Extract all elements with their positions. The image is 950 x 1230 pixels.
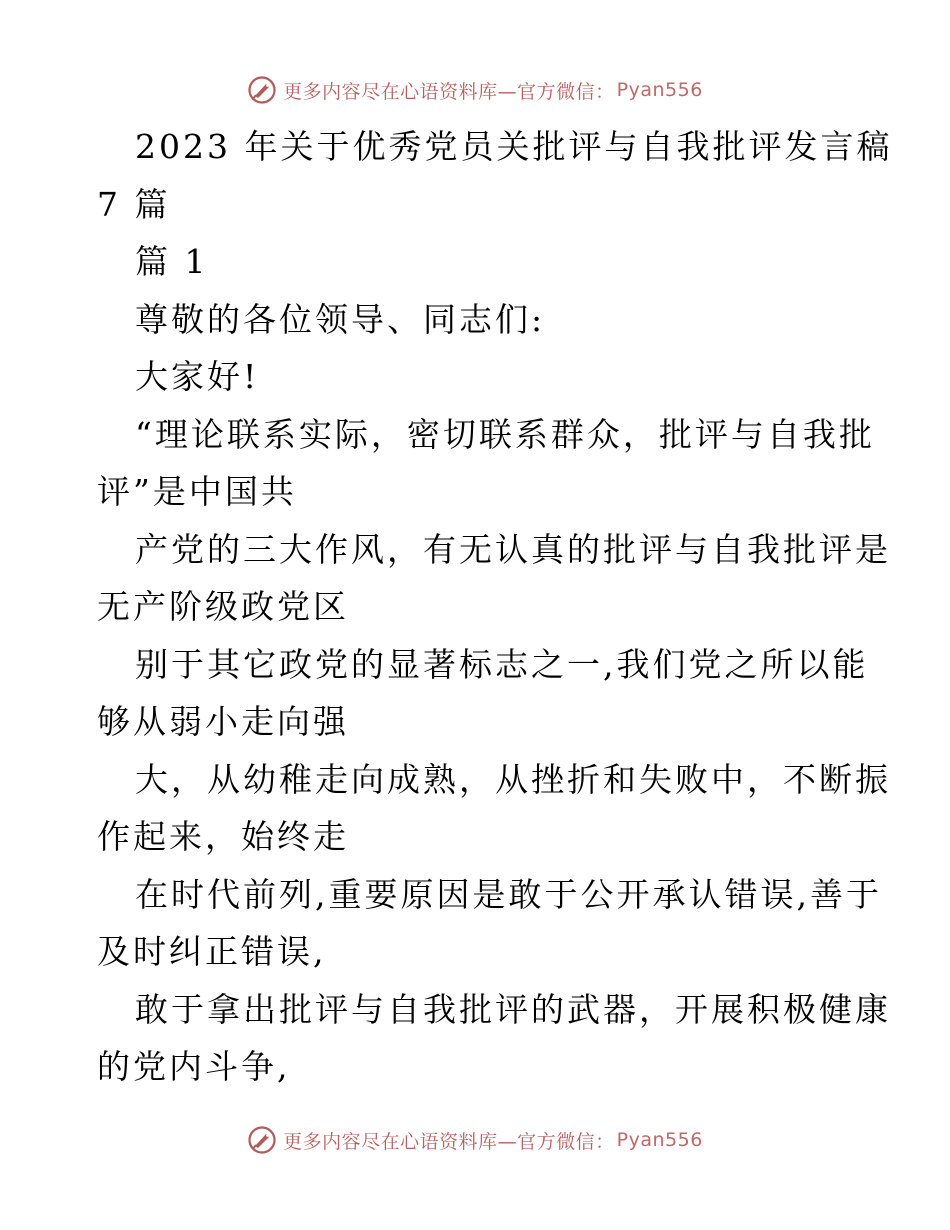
text-line: 篇 1 xyxy=(135,242,209,281)
text-line: 评”是中国共 xyxy=(97,472,297,511)
watermark-wechat-id: Pyan556 xyxy=(616,79,703,101)
text-line: 2023 年关于优秀党员关批评与自我批评发言稿 xyxy=(135,127,893,166)
text-line: 7 篇 xyxy=(97,184,171,224)
watermark-text: 更多内容尽在心语资料库—官方微信： xyxy=(283,1130,615,1153)
watermark-wechat-id: Pyan556 xyxy=(616,1129,703,1151)
watermark-text: 更多内容尽在心语资料库—官方微信： xyxy=(283,80,615,103)
text-line: 别于其它政党的显著标志之一,我们党之所以能 xyxy=(135,644,869,684)
pen-nib-circle-icon xyxy=(247,1125,277,1155)
text-line: 敢于拿出批评与自我批评的武器，开展积极健康 xyxy=(135,989,891,1029)
pen-nib-circle-icon xyxy=(247,75,277,105)
text-line: 作起来，始终走 xyxy=(97,817,349,856)
document-body xyxy=(97,118,893,1096)
watermark-header xyxy=(0,70,950,110)
text-line: 够从弱小走向强 xyxy=(97,702,349,741)
text-line: 及时纠正错误, xyxy=(97,932,327,971)
text-line: 产党的三大作风，有无认真的批评与自我批评是 xyxy=(135,529,891,569)
watermark-footer xyxy=(0,1120,950,1160)
text-line: 的党内斗争, xyxy=(97,1047,291,1086)
text-line: 大，从幼稚走向成熟，从挫折和失败中，不断振 xyxy=(135,759,891,799)
text-line: 大家好! xyxy=(135,357,260,396)
text-line: 无产阶级政党区 xyxy=(97,587,349,626)
text-line: “理论联系实际，密切联系群众，批评与自我批 xyxy=(135,414,875,454)
text-line: 尊敬的各位领导、同志们: xyxy=(135,299,546,339)
text-line: 在时代前列,重要原因是敢于公开承认错误,善于 xyxy=(135,874,882,914)
